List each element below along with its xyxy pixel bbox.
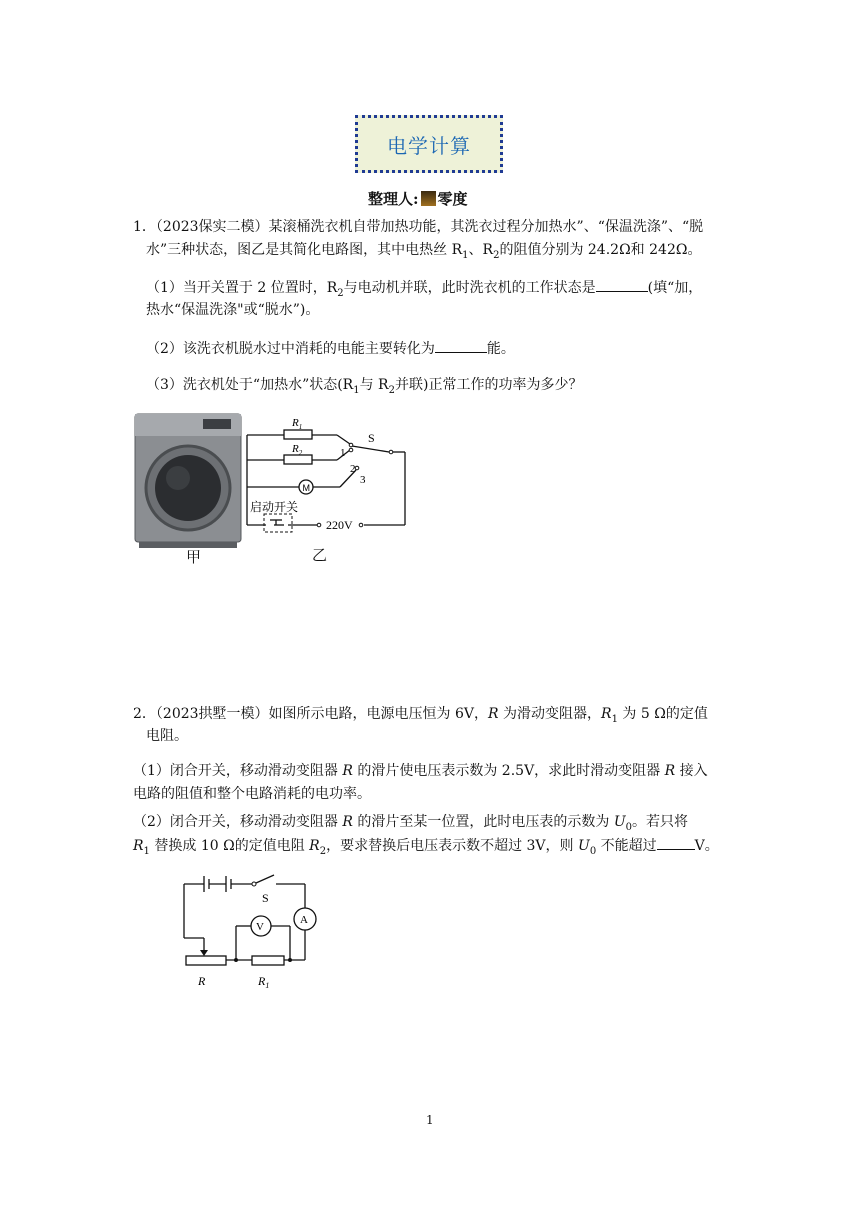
ammeter-icon: A (300, 914, 308, 926)
q2-number: 2． (133, 706, 156, 722)
answer-blank[interactable] (435, 338, 487, 353)
organizer-label: 整理人: (368, 190, 419, 208)
start-switch-label: 启动开关 (250, 500, 299, 514)
q1-line1: 1．（2023保实二模）某滚桶洗衣机自带加热功能，其洗衣过程分加热水”、“保温洗涤”、“脱 (133, 219, 704, 235)
q1-part3: （3）洗衣机处于“加热水”状态($R_1$与 $R_2$并联)正常工作的功率为多少？ (146, 377, 583, 396)
washing-machine-figure (133, 410, 243, 550)
figure-caption-a: 甲 (186, 548, 202, 566)
switch-s-label: S (368, 431, 375, 445)
answer-blank[interactable] (657, 835, 695, 850)
page-title: 电学计算 (387, 133, 471, 158)
q2-part1: （1）闭合开关，移动滑动变阻器 R 的滑片使电压表示数为 2.5V，求此时滑动变阻器 R 接入 (133, 763, 708, 779)
page-number: 1 (426, 1113, 434, 1127)
r1-label: $R_1$ (258, 974, 270, 990)
circuit-diagram-b (244, 410, 414, 540)
title-box (355, 115, 503, 173)
circuit-diagram-q2 (178, 870, 328, 990)
q1-part1: （1）当开关置于 2 位置时，$R_2$与电动机并联，此时洗衣机的工作状态是 (填“加， (146, 277, 702, 304)
q2-line1: 2．（2023拱墅一模）如图所示电路，电源电压恒为 6V，R 为滑动变阻器，$R_1$ 为 5 Ω的定值 (133, 706, 708, 725)
q1-line2: 水”三种状态，图乙是其简化电路图，其中电热丝 $R_1$、$R_2$的阻值分别为 24.2Ω和 242Ω。 (146, 242, 702, 261)
rheostat-label: R (198, 974, 206, 988)
q2-part2-line2: $R_1$ 替换成 10 Ω的定值电阻 $R_2$，要求替换后电压表示数不超过 3V，则 $U_0$ 不能超过 V。 (133, 835, 719, 862)
q1-number: 1． (133, 219, 156, 235)
r2-label: $R_2$ (292, 443, 303, 457)
motor-icon: M (302, 483, 310, 493)
position-2-label: 2 (350, 463, 356, 475)
q1-part2: （2）该洗衣机脱水过中消耗的电能主要转化为 能。 (146, 338, 515, 359)
organizer-avatar-icon (421, 191, 436, 206)
switch-s-label: S (262, 891, 269, 905)
q2-part2: （2）闭合开关，移动滑动变阻器 R 的滑片至某一位置，此时电压表的示数为 $U_0$。若只将 (133, 814, 688, 833)
organizer (368, 188, 468, 209)
voltmeter-icon: V (256, 921, 264, 933)
q2-part1-line2: 电路的阻值和整个电路消耗的电功率。 (133, 786, 371, 802)
figure-caption-b: 乙 (312, 546, 328, 564)
r1-label: $R_1$ (292, 417, 303, 431)
position-1-label: 1 (340, 447, 346, 459)
organizer-name: 零度 (437, 190, 468, 208)
q2-line2: 电阻。 (146, 728, 188, 744)
q1-part1-line2: 热水“保温洗涤"或“脱水”)。 (146, 302, 320, 318)
position-3-label: 3 (360, 474, 366, 486)
answer-blank[interactable] (596, 277, 648, 292)
voltage-label: 220V (326, 518, 353, 532)
